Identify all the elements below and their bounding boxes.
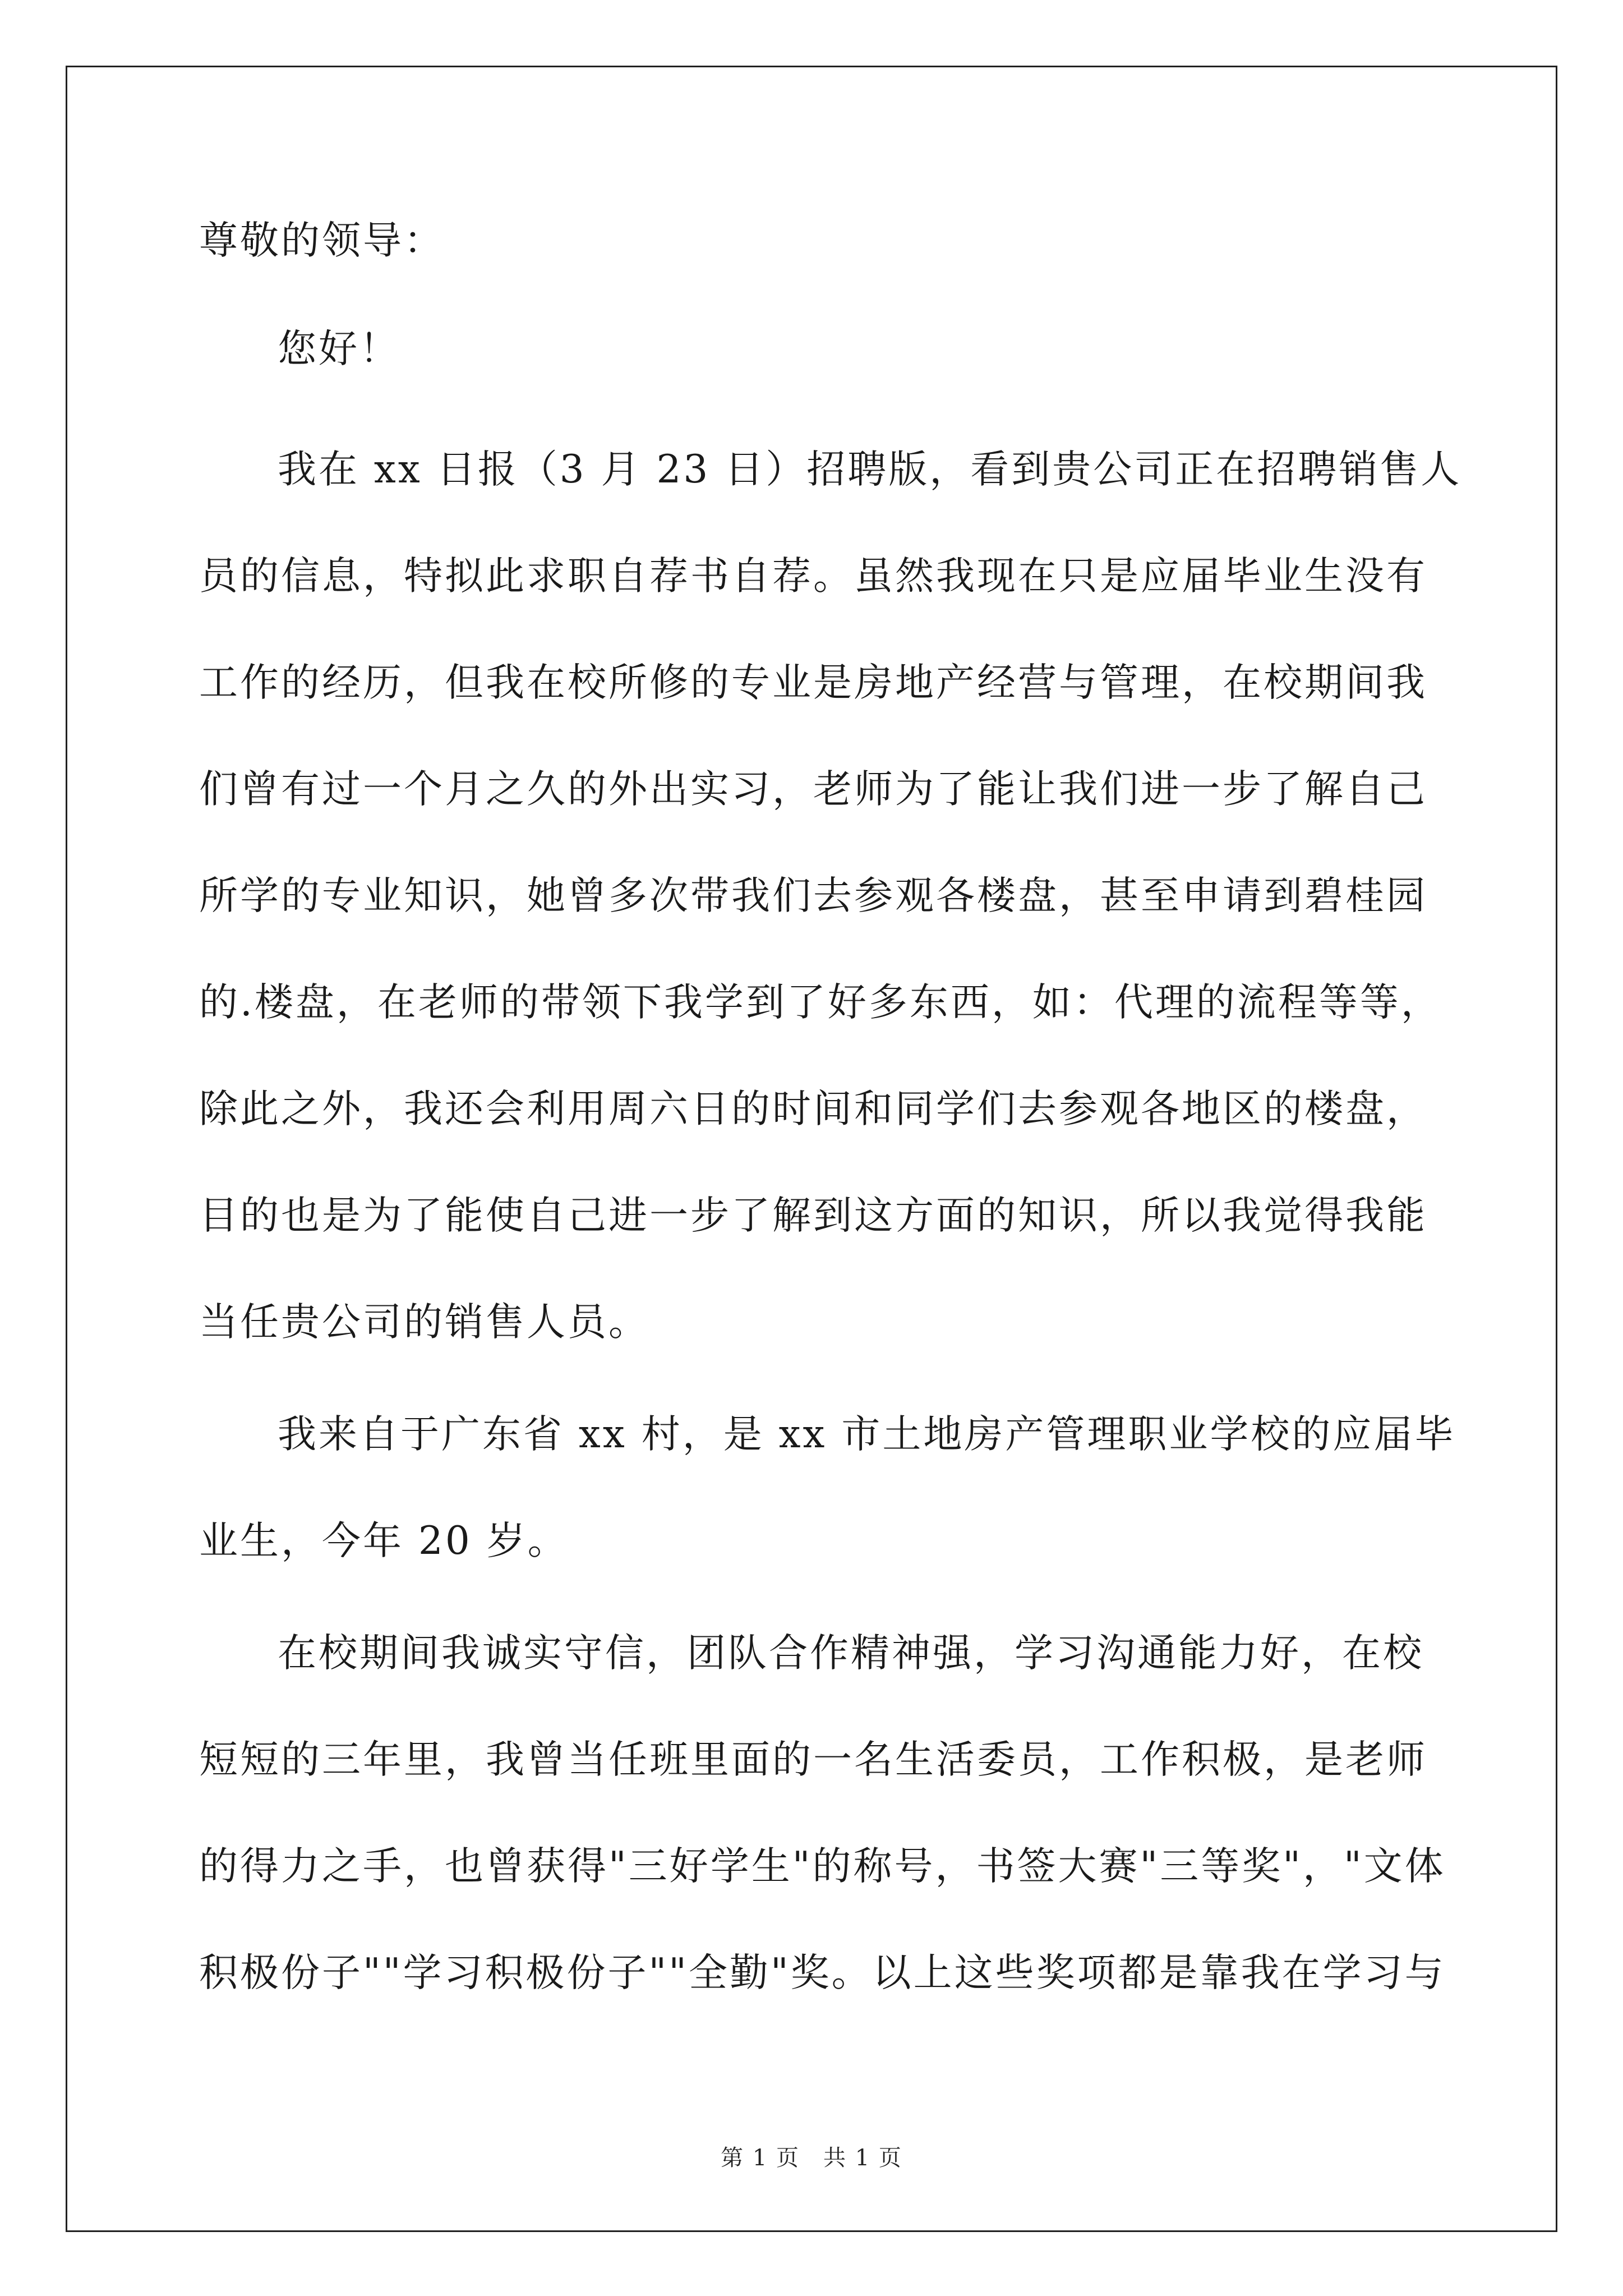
paragraph-line: 的.楼盘，在老师的带领下我学到了好多东西，如：代理的流程等等， <box>199 980 1442 1025</box>
paragraph-line: 我在 xx 日报（3 月 23 日）招聘版，看到贵公司正在招聘销售人 <box>278 447 1462 492</box>
paragraph-line: 我来自于广东省 xx 村，是 xx 市土地房产管理职业学校的应届毕 <box>278 1412 1456 1457</box>
paragraph-line: 员的信息，特拟此求职自荐书自荐。虽然我现在只是应届毕业生没有 <box>199 554 1427 599</box>
page-number: 第 1 页 共 1 页 <box>721 2145 902 2171</box>
paragraph-line: 除此之外，我还会利用周六日的时间和同学们去参观各地区的楼盘， <box>199 1087 1427 1131</box>
paragraph-line: 业生，今年 20 岁。 <box>199 1519 569 1563</box>
paragraph-line: 的得力之手，也曾获得"三好学生"的称号，书签大赛"三等奖"，"文体 <box>199 1844 1446 1889</box>
paragraph-line: 在校期间我诚实守信，团队合作精神强，学习沟通能力好，在校 <box>278 1631 1424 1676</box>
paragraph-line: 目的也是为了能使自己进一步了解到这方面的知识，所以我觉得我能 <box>199 1193 1427 1238</box>
paragraph-line: 所学的专业知识，她曾多次带我们去参观各楼盘，甚至申请到碧桂园 <box>199 873 1427 918</box>
paragraph-line: 短短的三年里，我曾当任班里面的一名生活委员，工作积极，是老师 <box>199 1737 1427 1782</box>
paragraph-line: 工作的经历，但我在校所修的专业是房地产经营与管理，在校期间我 <box>199 660 1427 705</box>
paragraph-line: 积极份子""学习积极份子""全勤"奖。以上这些奖项都是靠我在学习与 <box>199 1950 1446 1995</box>
paragraph-line: 们曾有过一个月之久的外出实习，老师为了能让我们进一步了解自己 <box>199 767 1427 812</box>
salutation: 尊敬的领导： <box>199 218 445 263</box>
paragraph-line: 当任贵公司的销售人员。 <box>199 1300 649 1345</box>
greeting: 您好！ <box>278 326 400 371</box>
page-border <box>66 66 1557 2232</box>
